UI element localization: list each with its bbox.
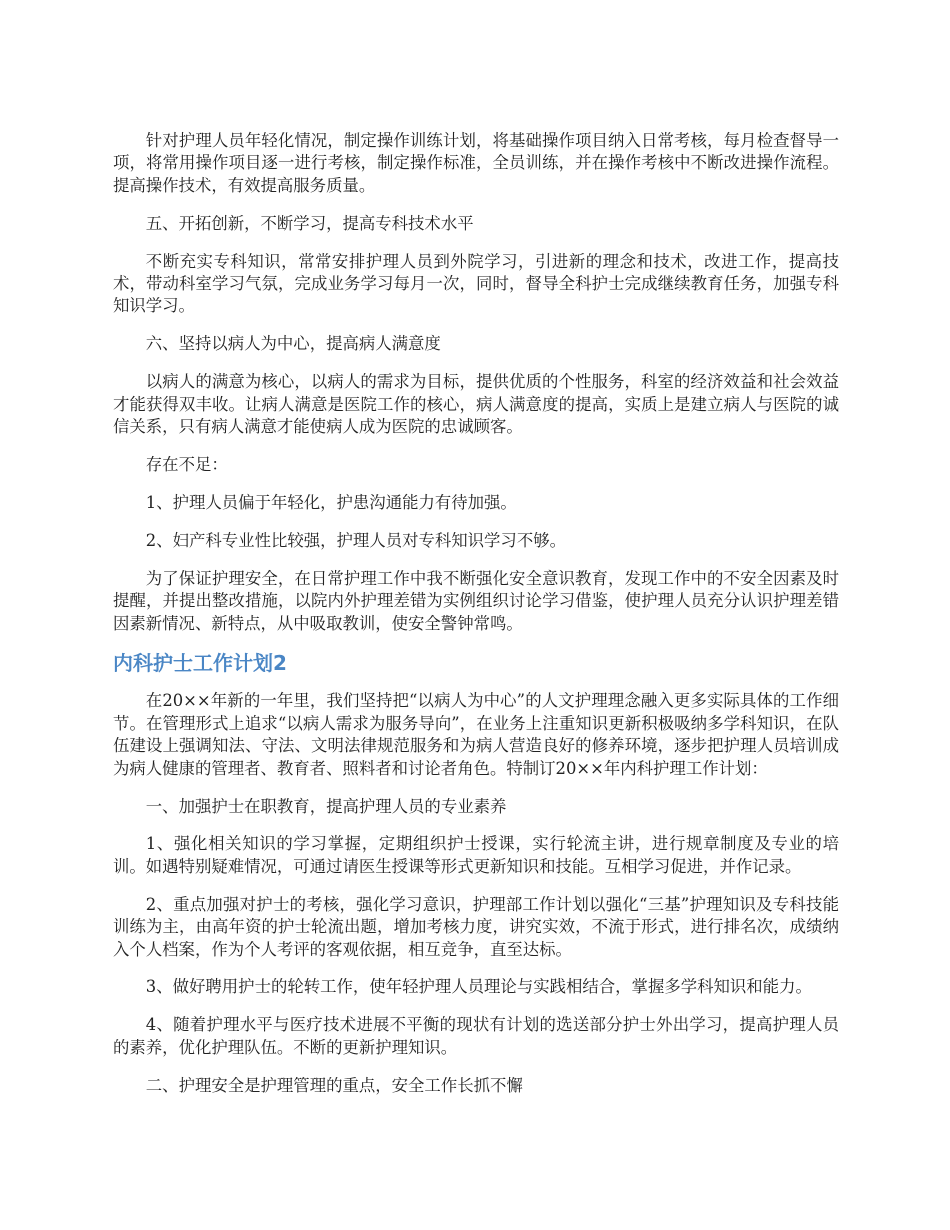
paragraph: 为了保证护理安全，在日常护理工作中我不断强化安全意识教育，发现工作中的不安全因素及时提醒，并提出整改措施，以院内外护理差错为实例组织讨论学习借鉴，使护理人员充分认识护理差错因素新情况、新特点，从中吸取教训，使安全警钟常鸣。 [113, 568, 839, 633]
section-heading: 内科护士工作计划2 [113, 651, 287, 676]
section-item-title: 五、开拓创新，不断学习，提高专科技术水平 [145, 213, 474, 233]
paragraph: 存在不足： [145, 454, 228, 474]
list-item: 4、随着护理水平与医疗技术进展不平衡的现状有计划的选送部分护士外出学习，提高护理人员的素养，优化护理队伍。不断的更新护理知识。 [113, 1015, 839, 1057]
list-item: 1、护理人员偏于年轻化，护患沟通能力有待加强。 [145, 492, 517, 512]
list-item: 2、妇产科专业性比较强，护理人员对专科知识学习不够。 [145, 530, 566, 550]
section-item-title: 一、加强护士在职教育，提高护理人员的专业素养 [145, 796, 507, 816]
list-item: 3、做好聘用护士的轮转工作，使年轻护理人员理论与实践相结合，掌握多学科知识和能力。 [145, 977, 812, 997]
paragraph: 不断充实专科知识，常常安排护理人员到外院学习，引进新的理念和技术，改进工作，提高技术，带动科室学习气氛，完成业务学习每月一次，同时，督导全科护士完成继续教育任务，加强专科知识学习。 [113, 251, 839, 316]
paragraph: 针对护理人员年轻化情况，制定操作训练计划，将基础操作项目纳入日常考核，每月检查督导一项，将常用操作项目逐一进行考核，制定操作标准，全员训练，并在操作考核中不断改进操作流程。提高操作技术，有效提高服务质量。 [113, 131, 839, 195]
list-item: 2、重点加强对护士的考核，强化学习意识，护理部工作计划以强化“三基”护理知识及专科技能训练为主，由高年资的护士轮流出题，增加考核力度，讲究实效，不流于形式，进行排名次，成绩纳入个人档案，作为个人考评的客观依据，相互竞争，直至达标。 [113, 894, 839, 959]
list-item: 1、强化相关知识的学习掌握，定期组织护士授课，实行轮流主讲，进行规章制度及专业的培训。如遇特别疑难情况，可通过请医生授课等形式更新知识和技能。互相学习促进，并作记录。 [113, 834, 839, 876]
paragraph: 以病人的满意为核心，以病人的需求为目标，提供优质的个性服务，科室的经济效益和社会效益才能获得双丰收。让病人满意是医院工作的核心，病人满意度的提高，实质上是建立病人与医院的诚信关系，只有病人满意才能使病人成为医院的忠诚顾客。 [113, 372, 839, 437]
paragraph: 在20××年新的一年里，我们坚持把“以病人为中心”的人文护理理念融入更多实际具体的工作细节。在管理形式上追求“以病人需求为服务导向”，在业务上注重知识更新积极吸纳多学科知识，在队伍建设上强调知法、守法、文明法律规范服务和为病人营造良好的修养环境，逐步把护理人员培训成为病人健康的管理者、教育者、照料者和讨论者角色。特制订20××年内科护理工作计划： [113, 691, 839, 778]
section-item-title: 二、护理安全是护理管理的重点，安全工作长抓不懈 [145, 1075, 523, 1095]
section-item-title: 六、坚持以病人为中心，提高病人满意度 [145, 334, 441, 354]
